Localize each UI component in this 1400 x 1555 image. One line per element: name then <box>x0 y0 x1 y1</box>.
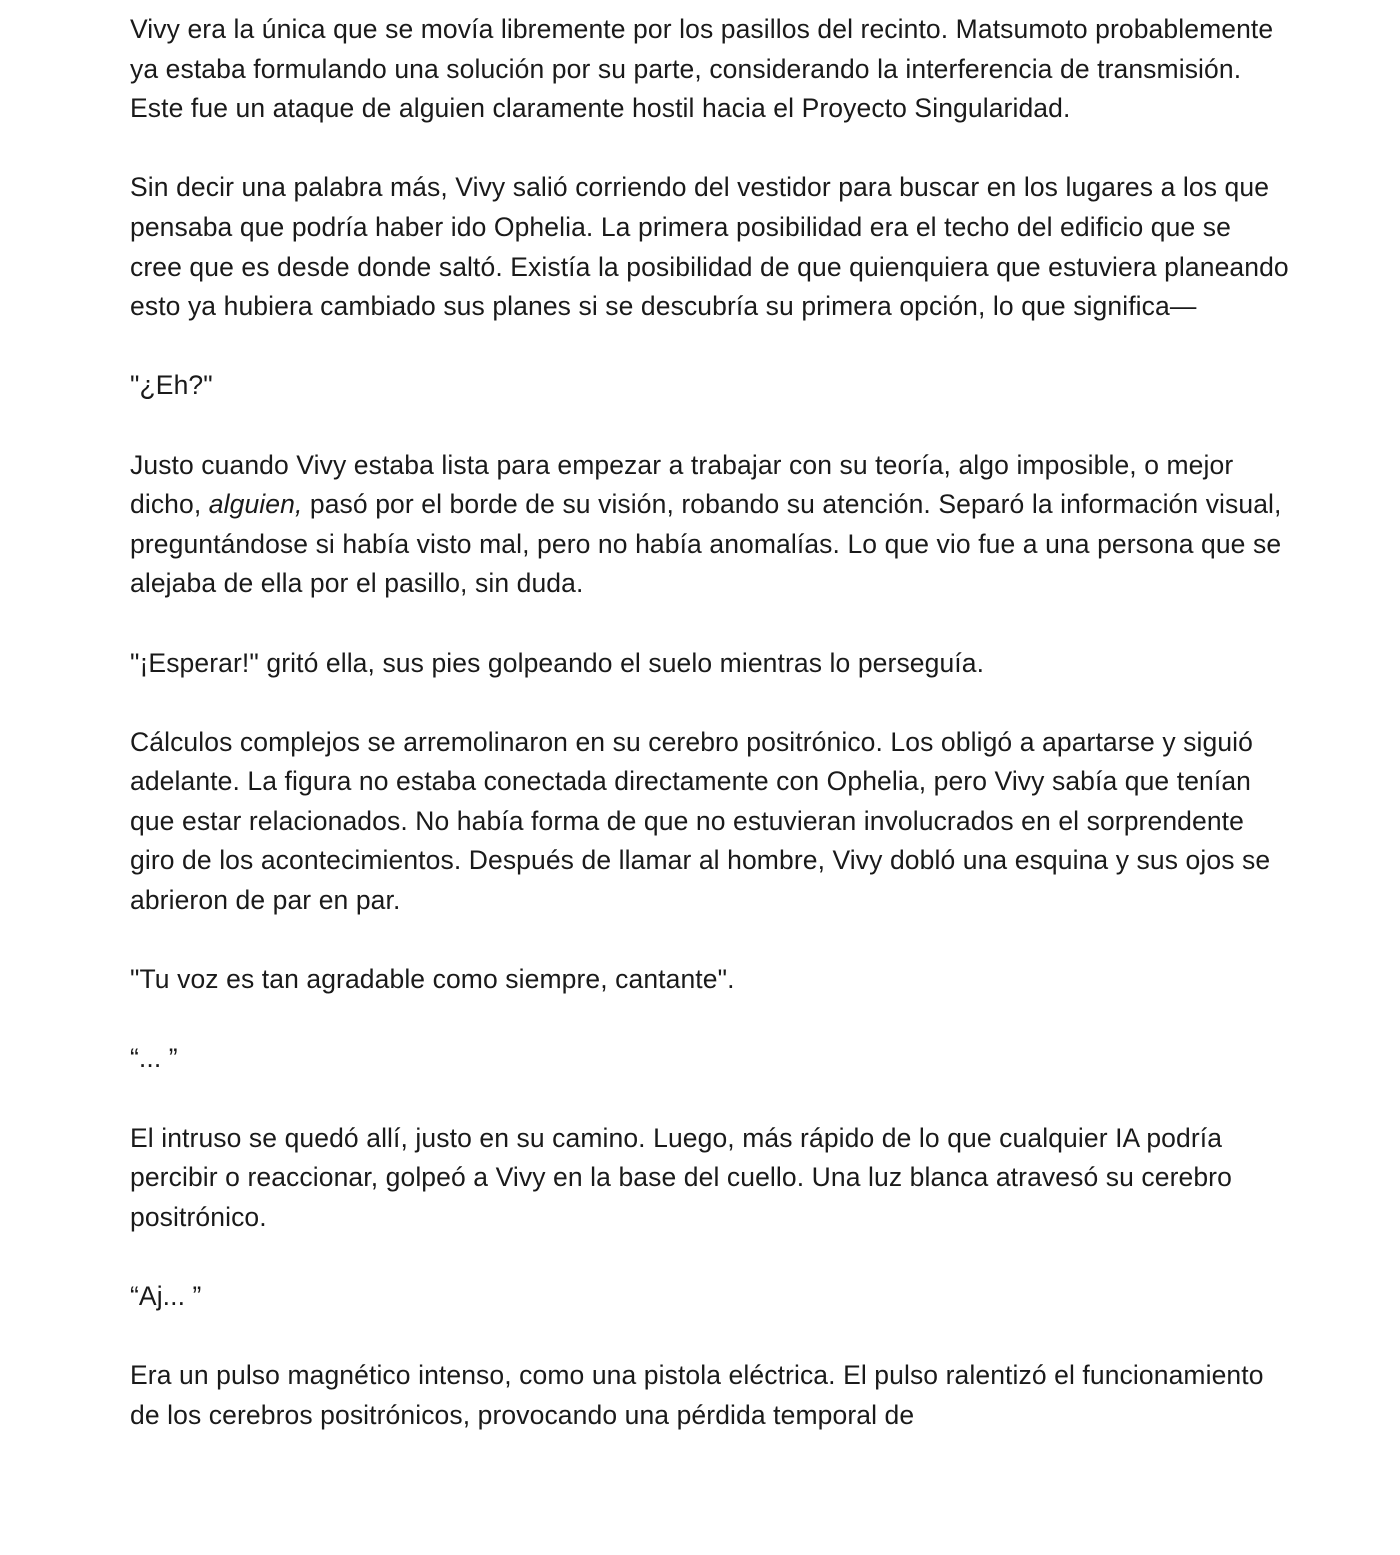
dialogue-line: "Tu voz es tan agradable como siempre, cantante". <box>130 964 735 995</box>
text-run: Justo cuando Vivy estaba lista para empezar a trabajar con su teoría, algo imposible, o mejor dicho, <box>130 449 1234 520</box>
text-run: pasó por el borde de su visión, robando su atención. Separó la información visual, preguntándose si había visto mal, pero no había anomalías. Lo que vio fue a una persona que se alejaba de ella por el pasillo, sin duda. <box>130 489 1282 599</box>
paragraph: Sin decir una palabra más, Vivy salió corriendo del vestidor para buscar en los lugares a los que pensaba que podría haber ido Ophelia. La primera posibilidad era el techo del edificio que se cree que es desde donde saltó. Existía la posibilidad de que quienquiera que estuviera planeando esto ya hubiera cambiado sus planes si se descubría su primera opción, lo que significa— <box>130 172 1289 322</box>
dialogue-line: "¿Eh?" <box>130 370 213 401</box>
paragraph: Cálculos complejos se arremolinaron en su cerebro positrónico. Los obligó a apartarse y siguió adelante. La figura no estaba conectada directamente con Ophelia, pero Vivy sabía que tenían que estar relacionados. No había forma de que no estuvieran involucrados en el sorprendente giro de los acontecimientos. Después de llamar al hombre, Vivy dobló una esquina y sus ojos se abrieron de par en par. <box>130 726 1271 916</box>
paragraph <box>130 446 1290 604</box>
emphasized-text: alguien, <box>208 489 303 520</box>
paragraph: El intruso se quedó allí, justo en su camino. Luego, más rápido de lo que cualquier IA podría percibir o reaccionar, golpeó a Vivy en la base del cuello. Una luz blanca atravesó su cerebro positrónico. <box>130 1122 1232 1232</box>
document-page <box>130 10 1290 1435</box>
dialogue-line: "¡Esperar!" gritó ella, sus pies golpeando el suelo mientras lo perseguía. <box>130 647 985 678</box>
paragraph: Era un pulso magnético intenso, como una pistola eléctrica. El pulso ralentizó el funcionamiento de los cerebros positrónicos, provocando una pérdida temporal de <box>130 1360 1264 1430</box>
dialogue-line: “Aj... ” <box>130 1281 202 1311</box>
dialogue-line: “... ” <box>130 1043 178 1074</box>
paragraph: Vivy era la única que se movía libremente por los pasillos del recinto. Matsumoto probablemente ya estaba formulando una solución por su parte, considerando la interferencia de transmisión. Este fue un ataque de alguien claramente hostil hacia el Proyecto Singularidad. <box>130 14 1274 124</box>
